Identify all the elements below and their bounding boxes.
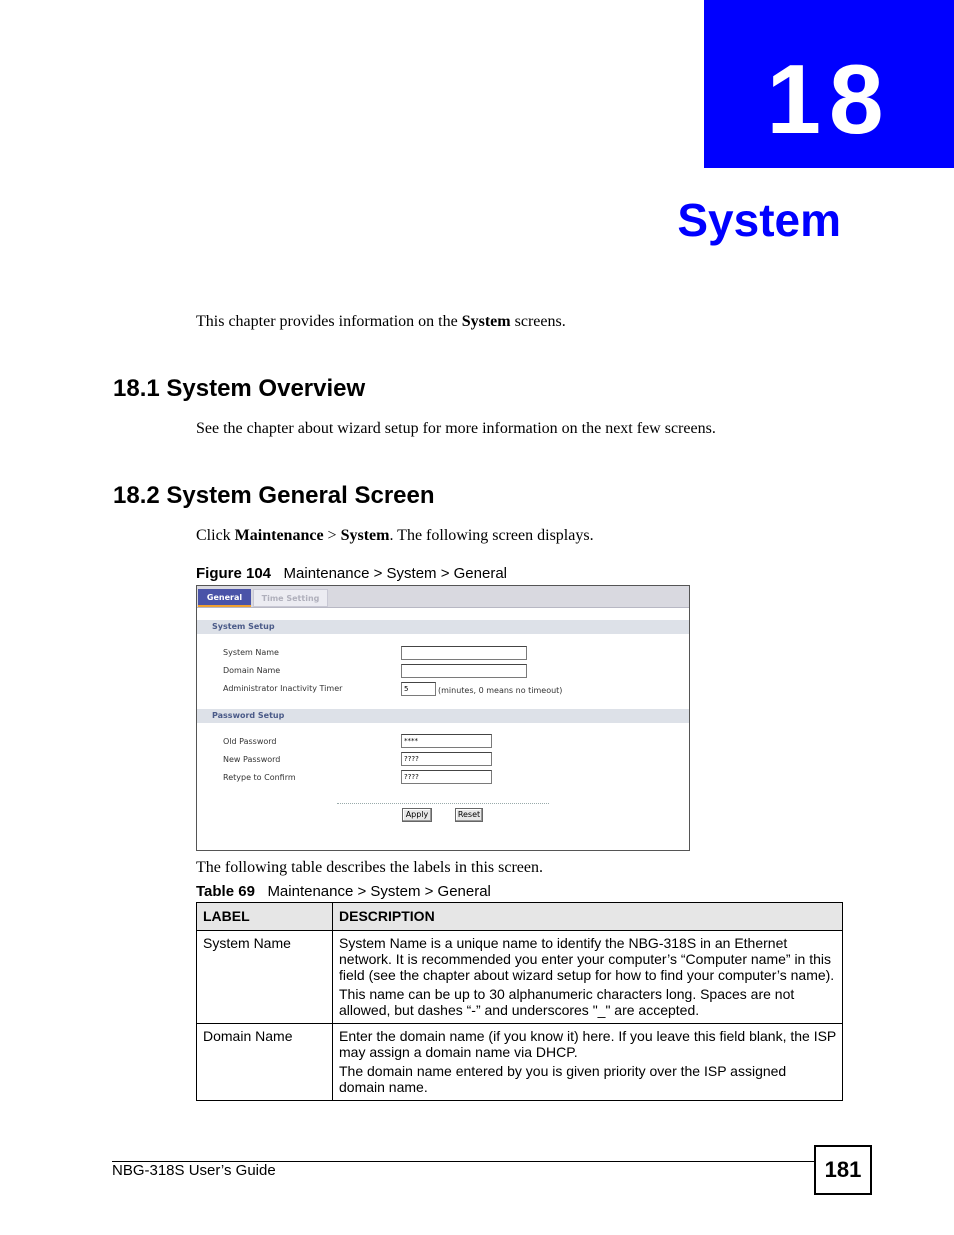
inactivity-timer-input[interactable]: 5 — [401, 682, 436, 696]
table-label: Table 69 — [196, 883, 255, 900]
footer-guide-title: NBG-318S User’s Guide — [112, 1162, 276, 1179]
tab-general[interactable]: General — [198, 589, 251, 607]
chapter-number: 18 — [766, 44, 892, 154]
inactivity-timer-label: Administrator Inactivity Timer — [223, 684, 343, 693]
page-number: 181 — [814, 1145, 872, 1195]
table-caption-text: Maintenance > System > General — [267, 883, 491, 900]
click-system: System — [340, 527, 390, 544]
domain-name-label: Domain Name — [223, 666, 281, 675]
intro-paragraph — [196, 312, 566, 332]
table-row — [197, 931, 843, 1024]
table-caption — [196, 883, 491, 901]
password-setup-heading: Password Setup — [197, 709, 689, 723]
row-description-para: Enter the domain name (if you know it) here. If you leave this field blank, the ISP may assign a domain name via DHCP. — [339, 1028, 837, 1060]
row-label: System Name — [197, 931, 333, 1024]
row-description-para: The domain name entered by you is given priority over the ISP assigned domain name. — [339, 1063, 787, 1095]
chapter-title: System — [677, 194, 841, 246]
system-setup-heading: System Setup — [197, 620, 689, 634]
table-row — [197, 1024, 843, 1101]
description-table — [196, 902, 843, 1101]
new-password-input[interactable]: ???? — [401, 752, 492, 766]
click-pre: Click — [196, 527, 235, 544]
section-heading-overview: 18.1 System Overview — [113, 375, 366, 402]
reset-button[interactable]: Reset — [455, 808, 483, 822]
table-header-row — [197, 903, 843, 931]
click-post: . The following screen displays. — [389, 527, 594, 544]
figure-label: Figure 104 — [196, 565, 272, 582]
row-label: Domain Name — [197, 1024, 333, 1101]
section-heading-general: 18.2 System General Screen — [113, 482, 435, 509]
timer-hint: (minutes, 0 means no timeout) — [438, 686, 563, 695]
overview-paragraph: See the chapter about wizard setup for more information on the next few screens. — [196, 420, 716, 437]
header-label: LABEL — [197, 903, 333, 931]
intro-text-end: screens. — [510, 313, 566, 330]
retype-password-input[interactable]: ???? — [401, 770, 492, 784]
row-description-para: This name can be up to 30 alphanumeric characters long. Spaces are not allowed, but dashes “-” and underscores "_" are accepted. — [339, 986, 795, 1018]
domain-name-input[interactable] — [401, 664, 527, 678]
figure-caption-text: Maintenance > System > General — [283, 565, 508, 582]
apply-button[interactable]: Apply — [402, 808, 432, 822]
header-description: DESCRIPTION — [333, 903, 843, 931]
tab-bar — [197, 586, 689, 608]
row-description — [333, 931, 843, 1024]
figure-caption — [196, 565, 507, 583]
click-maintenance: Maintenance — [234, 527, 324, 544]
old-password-input[interactable]: **** — [401, 734, 492, 748]
tab-time-setting[interactable]: Time Setting — [253, 589, 328, 607]
click-instruction — [196, 526, 594, 546]
figure-screenshot — [196, 585, 690, 851]
intro-bold: System — [461, 313, 511, 330]
divider — [337, 803, 549, 804]
intro-text: This chapter provides information on the — [196, 313, 462, 330]
row-description — [333, 1024, 843, 1101]
old-password-label: Old Password — [223, 737, 277, 746]
click-sep: > — [323, 527, 341, 544]
system-name-label: System Name — [223, 648, 279, 657]
system-name-input[interactable] — [401, 646, 527, 660]
chapter-number-box — [704, 0, 954, 168]
new-password-label: New Password — [223, 755, 281, 764]
retype-password-label: Retype to Confirm — [223, 773, 296, 782]
row-description-para: System Name is a unique name to identify the NBG-318S in an Ethernet network. It is recommended you enter your computer’s “Computer name” in this field (see the chapter about wizard setup for how to find your computer’s name). — [339, 935, 835, 983]
table-intro: The following table describes the labels in this screen. — [196, 859, 544, 876]
